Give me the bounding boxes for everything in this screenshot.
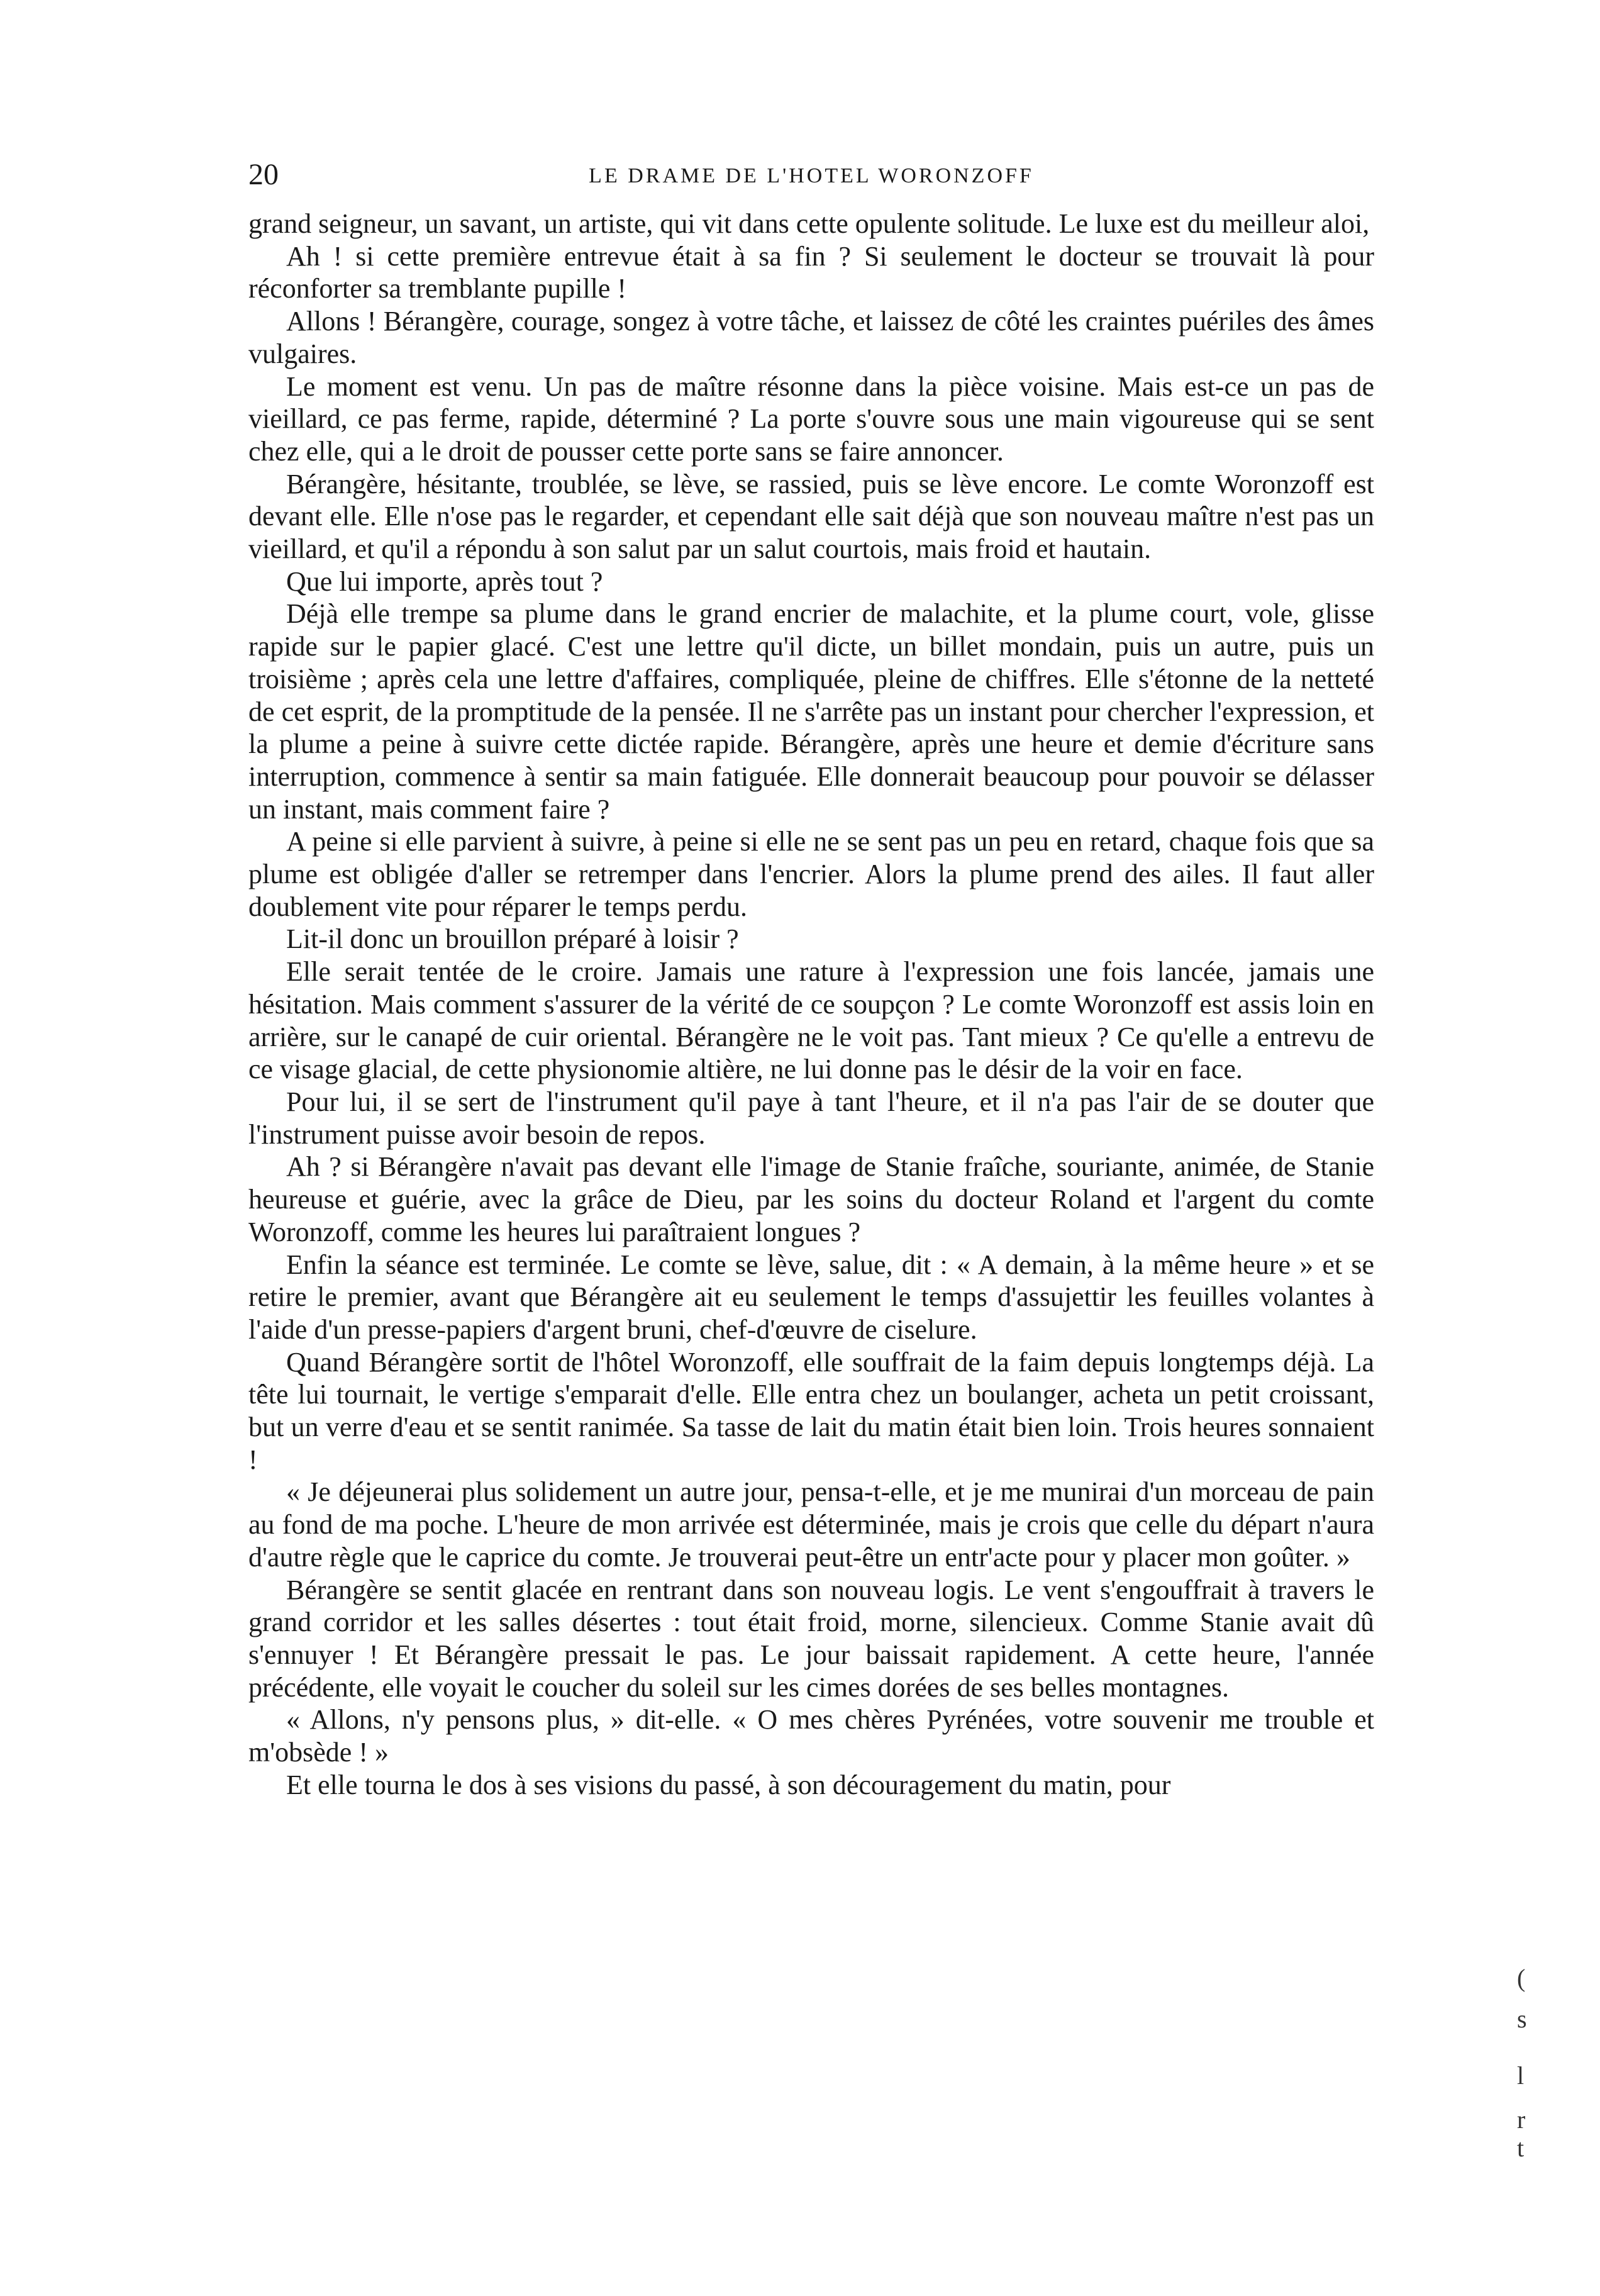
paragraph: Déjà elle trempe sa plume dans le grand encrier de malachite, et la plume court, vole, glisse rapide sur le papier glacé. C'est une lettre qu'il dicte, un billet mondain, puis un autre, puis un troisième ; après cela une lettre d'affaires, compliquée, pleine de chiffres. Elle s'étonne de la netteté de cet esprit, de la promptitude de la pensée. Il ne s'arrête pas un instant pour chercher l'expression, et la plume a peine à suivre cette dictée rapide. Bérangère, après une heure et demie d'écriture sans interruption, commence à sentir sa main fatiguée. Elle donnerait beaucoup pour pouvoir se délasser un instant, mais comment faire ? (248, 598, 1374, 825)
paragraph: Le moment est venu. Un pas de maître résonne dans la pièce voisine. Mais est-ce un pas de vieillard, ce pas ferme, rapide, déterminé ? La porte s'ouvre sous une main vigoureuse qui se sent chez elle, qui a le droit de pousser cette porte sans se faire annoncer. (248, 371, 1374, 467)
paragraph: Quand Bérangère sortit de l'hôtel Woronzoff, elle souffrait de la faim depuis longtemps déjà. La tête lui tournait, le vertige s'emparait d'elle. Elle entra chez un boulanger, acheta un petit croissant, but un verre d'eau et se sentit ranimée. Sa tasse de lait du matin était bien loin. Trois heures sonnaient ! (248, 1346, 1374, 1475)
paragraph: Allons ! Bérangère, courage, songez à votre tâche, et laissez de côté les craintes puériles des âmes vulgaires. (248, 306, 1374, 369)
paragraph: Elle serait tentée de le croire. Jamais une rature à l'expression une fois lancée, jamais une hésitation. Mais comment s'assurer de la vérité de ce soupçon ? Le comte Woronzoff est assis loin en arrière, sur le canapé de cuir oriental. Bérangère ne le voit pas. Tant mieux ? Ce qu'elle a entrevu de ce visage glacial, de cette physionomie altière, ne lui donne pas le désir de la voir en face. (248, 956, 1374, 1085)
paragraph: Enfin la séance est terminée. Le comte se lève, salue, dit : « A demain, à la même heure » et se retire le premier, avant que Bérangère ait eu seulement le temps d'assujettir les feuilles volantes à l'aide d'un presse-papiers d'argent bruni, chef-d'œuvre de ciselure. (248, 1249, 1374, 1345)
paragraph: « Je déjeunerai plus solidement un autre jour, pensa-t-elle, et je me munirai d'un morceau de pain au fond de ma poche. L'heure de mon arrivée est déterminée, mais je crois que celle du départ n'aura d'autre règle que le caprice du comte. Je trouverai peut-être un entr'acte pour y placer mon goûter. » (248, 1476, 1374, 1573)
paragraph: grand seigneur, un savant, un artiste, qui vit dans cette opulente solitude. Le luxe est du meilleur aloi, (248, 208, 1370, 239)
page-header (248, 156, 1374, 194)
paragraph: Ah ! si cette première entrevue était à sa fin ? Si seulement le docteur se trouvait là pour réconforter sa tremblante pupille ! (248, 240, 1374, 304)
paragraph: Pour lui, il se sert de l'instrument qu'il paye à tant l'heure, et il n'a pas l'air de se douter que l'instrument puisse avoir besoin de repos. (248, 1086, 1374, 1150)
paragraph: Et elle tourna le dos à ses visions du passé, à son découragement du matin, pour (286, 1769, 1171, 1800)
margin-fragment: l (1517, 2061, 1525, 2090)
paragraph: Ah ? si Bérangère n'avait pas devant elle l'image de Stanie fraîche, souriante, animée, de Stanie heureuse et guérie, avec la grâce de Dieu, par les soins du docteur Roland et l'argent du comte Woronzoff, comme les heures lui paraîtraient longues ? (248, 1151, 1374, 1247)
paragraph: Que lui importe, après tout ? (286, 566, 603, 597)
paragraph: A peine si elle parvient à suivre, à peine si elle ne se sent pas un peu en retard, chaque fois que sa plume est obligée d'aller se retremper dans l'encrier. Alors la plume prend des ailes. Il faut aller doublement vite pour réparer le temps perdu. (248, 826, 1374, 922)
page-number: 20 (248, 158, 279, 191)
paragraph: « Allons, n'y pensons plus, » dit-elle. « O mes chères Pyrénées, votre souvenir me trouble et m'obsède ! » (248, 1704, 1374, 1768)
margin-fragment: r (1517, 2105, 1526, 2134)
margin-fragment: t (1517, 2134, 1525, 2162)
paragraph: Bérangère, hésitante, troublée, se lève, se rassied, puis se lève encore. Le comte Woronzoff est devant elle. Elle n'ose pas le regarder, et cependant elle sait déjà que son nouveau maître n'est pas un vieillard, et qu'il a répondu à son salut par un salut courtois, mais froid et hautain. (248, 468, 1374, 565)
margin-fragment: s (1517, 2005, 1527, 2033)
paragraph: Bérangère se sentit glacée en rentrant dans son nouveau logis. Le vent s'engouffrait à travers le grand corridor et les salles désertes : tout était froid, morne, silencieux. Comme Stanie avait dû s'ennuyer ! Et Bérangère pressait le pas. Le jour baissait rapidement. A cette heure, l'année précédente, elle voyait le coucher du soleil sur les cimes dorées de ses belles montagnes. (248, 1574, 1374, 1703)
running-title: LE DRAME DE L'HOTEL WORONZOFF (589, 164, 1034, 187)
margin-fragment: ( (1517, 1964, 1526, 1992)
body-text (248, 208, 1374, 1801)
paragraph: Lit-il donc un brouillon préparé à loisir ? (286, 923, 739, 955)
